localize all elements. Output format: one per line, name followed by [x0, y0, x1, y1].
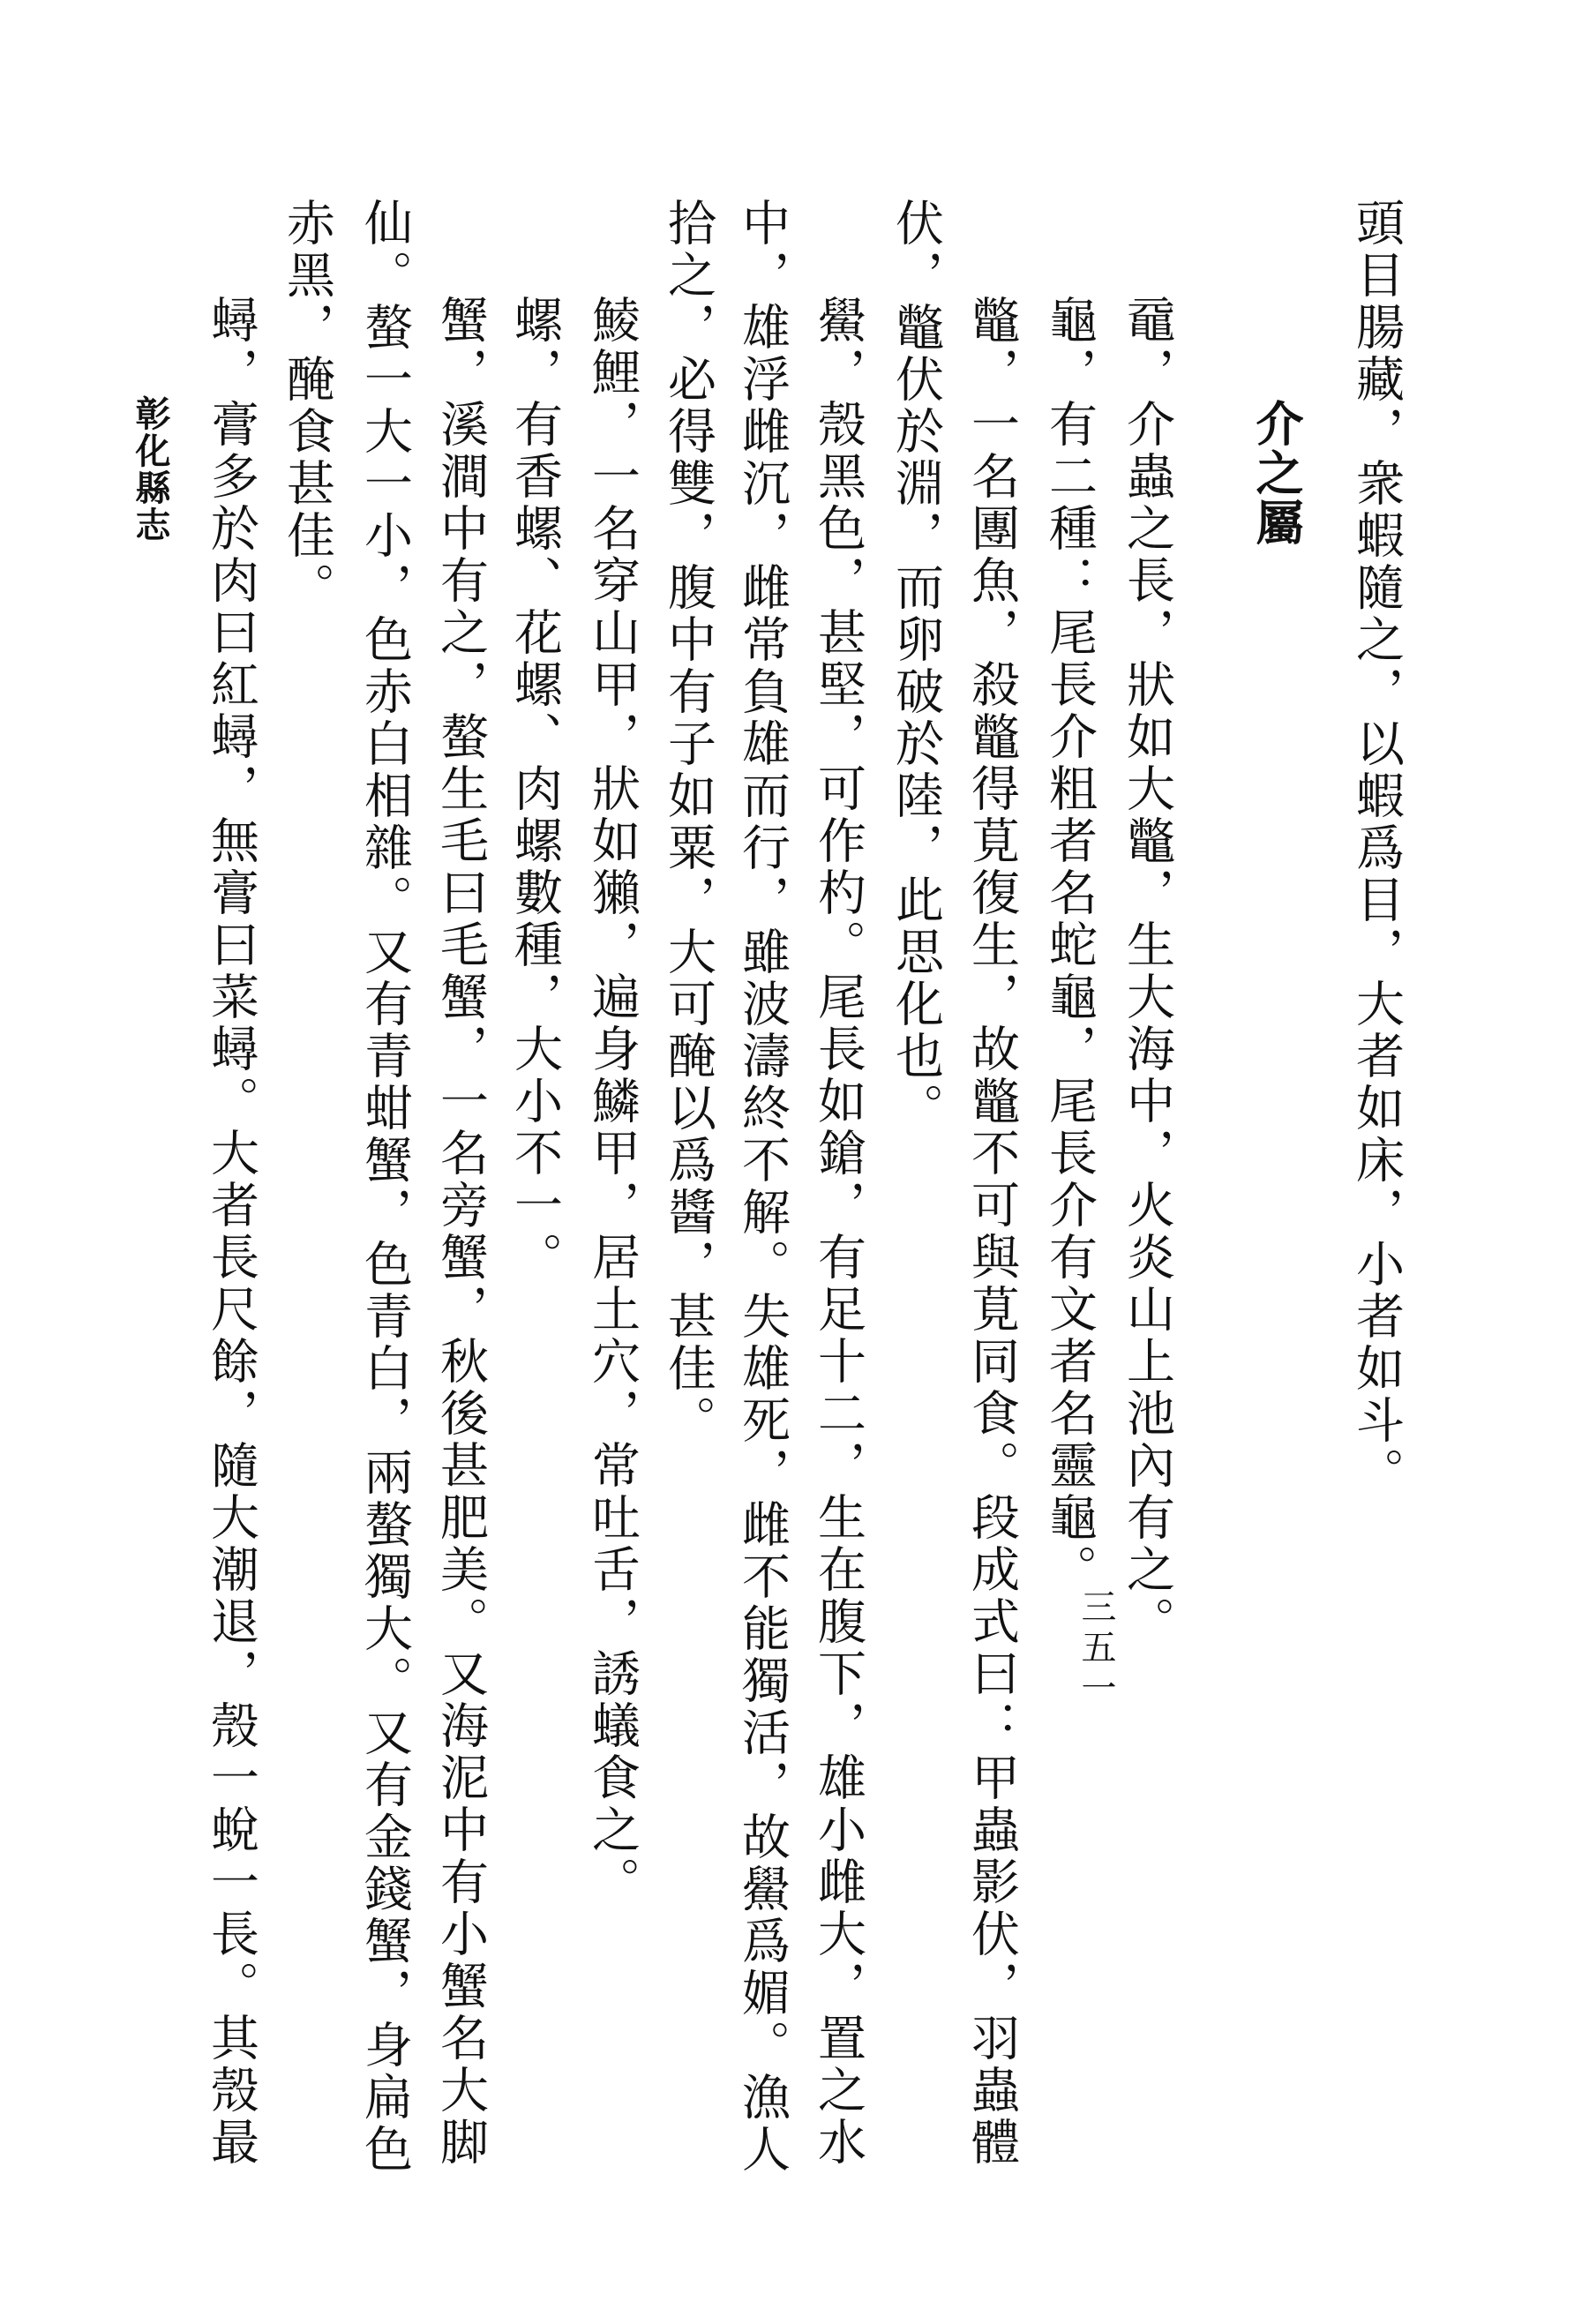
text-column-13: 仙。螯一大一小，色赤白相雜。又有青蚶蟹，色青白，兩螯獨大。又有金錢蟹，身扁色 [356, 198, 413, 2176]
text-column-9: 拾之，必得雙，腹中有子如粟，大可醃以爲醬，甚佳。 [660, 198, 716, 1447]
text-column-4: 龜，有二種：尾長介粗者名蛇龜，尾長介有文者名靈龜。 [1041, 295, 1098, 1596]
book-title-footer: 彰化縣志 [130, 395, 171, 544]
section-heading: 介之屬 [1248, 399, 1305, 547]
text-column-15: 蟳，膏多於肉曰紅蟳，無膏曰菜蟳。大者長尺餘，隨大潮退，殼一蛻一長。其殼最 [203, 295, 259, 2169]
text-column-1: 頭目腸藏，衆蝦隨之，以蝦爲目，大者如床，小者如斗。 [1348, 198, 1405, 1499]
text-column-14: 赤黑，醃食甚佳。 [279, 198, 335, 614]
text-column-12: 蟹，溪澗中有之，螯生毛曰毛蟹，一名旁蟹，秋後甚肥美。又海泥中有小蟹名大脚 [432, 295, 489, 2169]
page-number: 三五一 [1076, 1588, 1116, 1710]
text-column-11: 螺，有香螺、花螺、肉螺數種，大小不一。 [506, 295, 563, 1284]
text-column-3: 黿，介蟲之長，狀如大鼈，生大海中，火炎山上池內有之。 [1119, 295, 1175, 1648]
text-column-7: 鱟，殼黑色，甚堅，可作杓。尾長如鎗，有足十二，生在腹下，雄小雌大，置之水 [810, 295, 866, 2169]
text-column-10: 鯪鯉，一名穿山甲，狀如獺，遍身鱗甲，居土穴，常吐舌，誘蟻食之。 [584, 295, 641, 1908]
text-column-5: 鼈，一名團魚，殺鼈得莧復生，故鼈不可與莧同食。段成式曰：甲蟲影伏，羽蟲體 [963, 295, 1020, 2169]
text-column-6: 伏，鼈伏於淵，而卵破於陸，此思化也。 [888, 198, 944, 1135]
text-column-8: 中，雄浮雌沉，雌常負雄而行，雖波濤終不解。失雄死，雌不能獨活，故鱟爲媚。漁人 [734, 198, 791, 2176]
